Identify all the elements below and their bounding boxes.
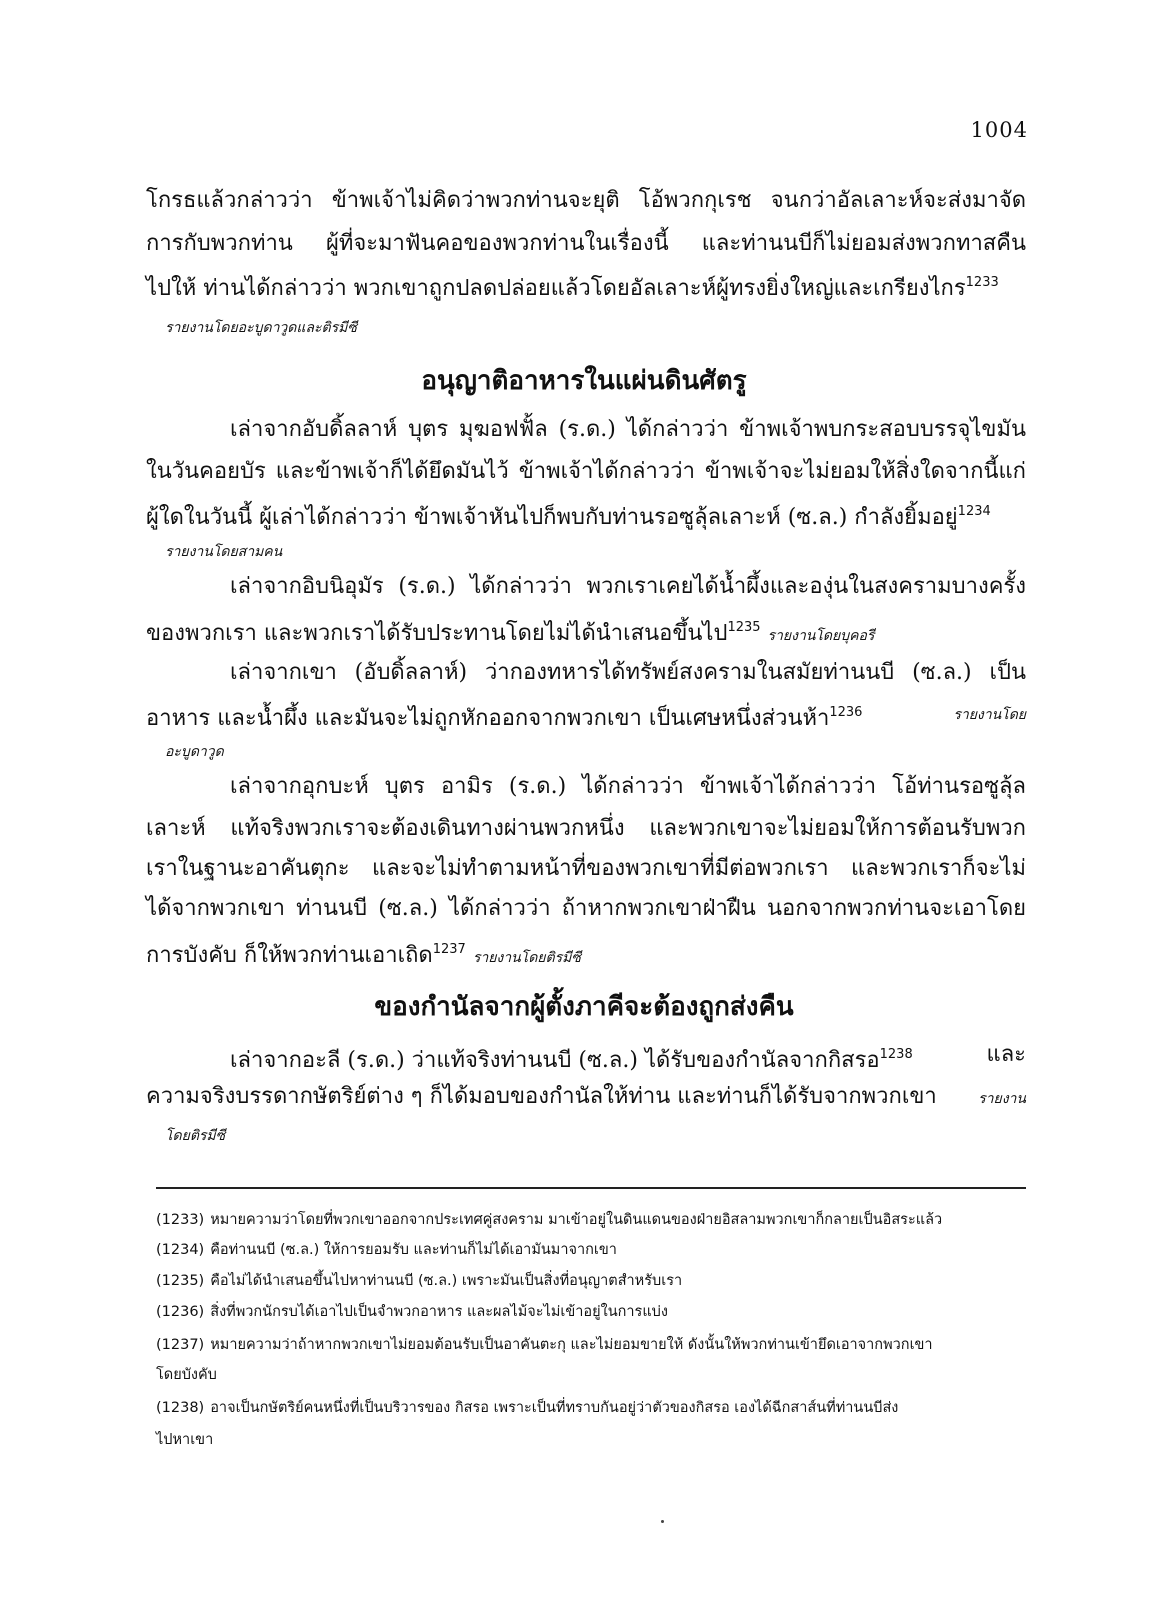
body-line: เราในฐานะอาคันตุกะ และจะไม่ทำตามหน้าที่ของพวกเขาที่มีต่อพวกเรา และพวกเราก็จะไม่ — [146, 856, 1026, 881]
body-line-with-footnote — [146, 497, 1026, 533]
source-citation: รายงานโดยสามคน — [165, 544, 283, 560]
source-citation: รายงานโดย — [953, 707, 1026, 723]
body-line-with-footnote — [146, 268, 1026, 304]
footnote-number: (1234) — [156, 1242, 205, 1258]
source-citation: รายงานโดยบุคอรี — [767, 628, 875, 644]
body-text: ไปให้ ท่านได้กล่าวว่า พวกเขาถูกปลดปล่อยแล้วโดยอัลเลาะห์ผู้ทรงยิ่งใหญ่และเกรียงไกร — [146, 276, 966, 301]
source-citation-continued: อะบูดาวูด — [165, 744, 224, 760]
body-line: เล่าจากอิบนิอุมัร (ร.ด.) ได้กล่าวว่า พวกเราเคยได้น้ำผึ้งและองุ่นในสงครามบางครั้ง — [230, 574, 1026, 599]
body-line: เล่าจากอุกบะห์ บุตร อามิร (ร.ด.) ได้กล่าวว่า ข้าพเจ้าได้กล่าวว่า โอ้ท่านรอซูลุ้ล — [230, 774, 1026, 799]
body-text: เล่าจากอะลี (ร.ด.) ว่าแท้จริงท่านนบี (ซ.ล.) ได้รับของกำนัลจากกิสรอ — [230, 1048, 880, 1073]
footnote — [156, 1239, 1026, 1261]
footnote-number: (1233) — [156, 1212, 205, 1228]
footnote — [156, 1334, 1026, 1356]
footnote — [156, 1397, 1026, 1419]
footnote-text: หมายความว่าถ้าหากพวกเขาไม่ยอมต้อนรับเป็นอาคันตะกุ และไม่ยอมขายให้ ดังนั้นให้พวกท่านเข้ายึดเอาจากพวกเขา — [210, 1337, 933, 1353]
footnote-ref[interactable]: 1237 — [432, 942, 466, 957]
body-text: ความจริงบรรดากษัตริย์ต่าง ๆ ก็ได้มอบของกำนัลให้ท่าน และท่านก็ได้รับจากพวกเขา — [146, 1084, 937, 1109]
body-text: ผู้ใดในวันนี้ ผู้เล่าได้กล่าวว่า ข้าพเจ้าหันไปก็พบกับท่านรอซูลุ้ลเลาะห์ (ซ.ล.) กำลังยิ้มอยู่ — [146, 505, 958, 530]
body-line-with-footnote — [146, 613, 1026, 651]
body-text: การบังคับ ก็ให้พวกท่านเอาเถิด — [146, 943, 433, 968]
body-line: ได้จากพวกเขา ท่านนบี (ซ.ล.) ได้กล่าวว่า ถ้าหากพวกเขาฝ่าฝืน นอกจากพวกท่านจะเอาโดย — [146, 896, 1026, 921]
footnote-number: (1237) — [156, 1337, 205, 1353]
body-line: การกับพวกท่าน ผู้ที่จะมาฟันคอของพวกท่านในเรื่องนี้ และท่านนบีก็ไม่ยอมส่งพวกทาสคืน — [146, 231, 1026, 256]
body-line: เลาะห์ แท้จริงพวกเราจะต้องเดินทางผ่านพวกหนึ่ง และพวกเขาจะไม่ยอมให้การต้อนรับพวก — [146, 816, 1026, 841]
footnote-text: อาจเป็นกษัตริย์คนหนึ่งที่เป็นบริวารของ กิสรอ เพราะเป็นที่ทราบกันอยู่ว่าตัวของกิสรอ เองได้ฉีกสาส์นที่ท่านนบีส่ง — [210, 1400, 899, 1416]
footnote-number: (1235) — [156, 1273, 205, 1289]
source-citation: รายงานโดยติรมีซี — [472, 950, 581, 966]
body-line-with-footnote — [146, 935, 1026, 973]
print-speck — [661, 1520, 664, 1523]
footnote-text: คือท่านนบี (ซ.ล.) ให้การยอมรับ และท่านก็ไม่ได้เอามันมาจากเขา — [210, 1242, 617, 1258]
body-text: และ — [986, 1042, 1026, 1067]
footnote-text: คือไม่ได้นำเสนอขึ้นไปหาท่านนบี (ซ.ล.) เพราะมันเป็นสิ่งที่อนุญาตสำหรับเรา — [210, 1273, 683, 1289]
footnote — [156, 1301, 1026, 1323]
footnote-continued: โดยบังคับ — [156, 1367, 217, 1383]
footnote-ref[interactable]: 1234 — [957, 504, 991, 519]
footnote — [156, 1270, 1026, 1292]
body-text: ของพวกเรา และพวกเราได้รับประทานโดยไม่ได้นำเสนอขึ้นไป — [146, 621, 728, 646]
footnote-number: (1238) — [156, 1400, 205, 1416]
body-line: โกรธแล้วกล่าวว่า ข้าพเจ้าไม่คิดว่าพวกท่านจะยุติ โอ้พวกกุเรช จนกว่าอัลเลาะห์จะส่งมาจัด — [146, 188, 1026, 213]
source-citation: รายงานโดยอะบูดาวูดและติรมีซี — [165, 320, 357, 336]
body-line: เล่าจากเขา (อับดิ้ลลาห์) ว่ากองทหารได้ทรัพย์สงครามในสมัยท่านนบี (ซ.ล.) เป็น — [230, 660, 1026, 685]
footnote-text: สิ่งที่พวกนักรบได้เอาไปเป็นจำพวกอาหาร และผลไม้จะไม่เข้าอยู่ในการแบ่ง — [210, 1304, 668, 1320]
footnote-ref[interactable]: 1238 — [879, 1047, 913, 1062]
body-line: ในวันคอยบัร และข้าพเจ้าก็ได้ยึดมันไว้ ข้าพเจ้าได้กล่าวว่า ข้าพเจ้าจะไม่ยอมให้สิ่งใดจากนี้แก่ — [146, 459, 1026, 484]
page-number: 1004 — [970, 118, 1028, 142]
footnote-continued: ไปหาเขา — [156, 1432, 214, 1448]
source-citation: รายงาน — [978, 1091, 1026, 1107]
footnote — [156, 1209, 1026, 1231]
footnote-text: หมายความว่าโดยที่พวกเขาออกจากประเทศคู่สงคราม มาเข้าอยู่ในดินแดนของฝ่ายอิสลามพวกเขาก็กลายเป็นอิสระแล้ว — [210, 1212, 943, 1228]
section-heading: อนุญาติอาหารในแผ่นดินศัตรู — [421, 366, 747, 396]
body-line: เล่าจากอับดิ้ลลาห์ บุตร มุฆอฟฟั้ล (ร.ด.) ได้กล่าวว่า ข้าพเจ้าพบกระสอบบรรจุไขมัน — [230, 417, 1026, 442]
footnote-number: (1236) — [156, 1304, 205, 1320]
footnote-ref[interactable]: 1236 — [829, 705, 863, 720]
body-line-with-footnote — [146, 698, 1026, 734]
source-citation-continued: โดยติรมีซี — [165, 1128, 226, 1144]
footnote-ref[interactable]: 1235 — [727, 620, 761, 635]
body-line-with-footnote — [146, 1040, 1026, 1076]
body-text: อาหาร และน้ำผึ้ง และมันจะไม่ถูกหักออกจากพวกเขา เป็นเศษหนึ่งส่วนห้า — [146, 706, 830, 731]
footnote-divider — [156, 1187, 1026, 1189]
section-heading: ของกำนัลจากผู้ตั้งภาคีจะต้องถูกส่งคืน — [374, 992, 794, 1022]
footnote-ref[interactable]: 1233 — [965, 275, 999, 290]
body-line — [146, 1082, 1026, 1112]
